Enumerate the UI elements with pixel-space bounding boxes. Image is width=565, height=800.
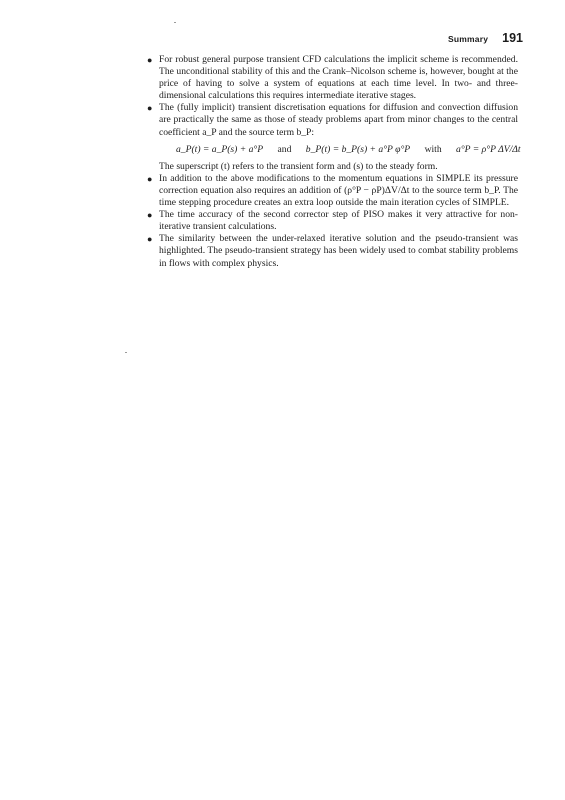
scan-speck [174, 22, 176, 23]
bullet-icon: ● [147, 55, 153, 65]
list-item [146, 54, 518, 102]
superscript-note: The superscript (t) refers to the transient form and (s) to the steady form. [159, 160, 438, 172]
list-item-text: In addition to the above modifications to the momentum equations in SIMPLE its pressure correction equation also requires an addition of (ρ°P − ρP)ΔV/Δt to the source term b_P. The time stepping procedure creates an extra loop outside the main iteration cycles of SIMPLE. [159, 172, 518, 209]
list-item [146, 102, 518, 138]
list-item-text: The similarity between the under-relaxed iterative solution and the pseudo-transient was highlighted. The pseudo-transient strategy has been widely used to combat stability problems in flows with complex physics. [159, 233, 518, 269]
transient-coefficient-equation [146, 143, 521, 156]
equation-connector-and: and [277, 143, 292, 155]
equation-part-central-coefficient: a_P(t) = a_P(s) + a°P [176, 143, 264, 155]
list-item [146, 233, 518, 269]
bullet-icon: ● [147, 103, 153, 114]
page-header [448, 31, 523, 45]
equation-connector-with: with [424, 143, 442, 155]
bullet-icon: ● [147, 234, 153, 245]
list-item-text: The (fully implicit) transient discretisation equations for diffusion and convection diffusion are practically the same as those of steady problems apart from minor changes to the central coefficient a_P and the source term b_P: [159, 102, 518, 138]
bullet-icon: ● [147, 210, 153, 221]
running-title: Summary [448, 34, 489, 44]
list-item [146, 209, 518, 233]
equation-part-source-term: b_P(t) = b_P(s) + a°P φ°P [305, 143, 411, 155]
bullet-icon: ● [147, 173, 153, 184]
summary-list [146, 54, 521, 270]
list-item [146, 173, 518, 209]
scan-speck [125, 352, 127, 353]
equation-part-transient-coefficient: a°P = ρ°P ΔV/Δt [456, 143, 521, 155]
page-number: 191 [502, 31, 523, 45]
list-item-text: For robust general purpose transient CFD calculations the implicit scheme is recommended. The unconditional stability of this and the Crank–Nicolson scheme is, however, bought at the price of having to solve a system of equations at each time level. In two- and three-dimensional calculations this requires intermediate iterative stages. [159, 54, 518, 102]
list-item-text: The time accuracy of the second corrector step of PISO makes it very attractive for non-iterative transient calculations. [159, 209, 518, 233]
